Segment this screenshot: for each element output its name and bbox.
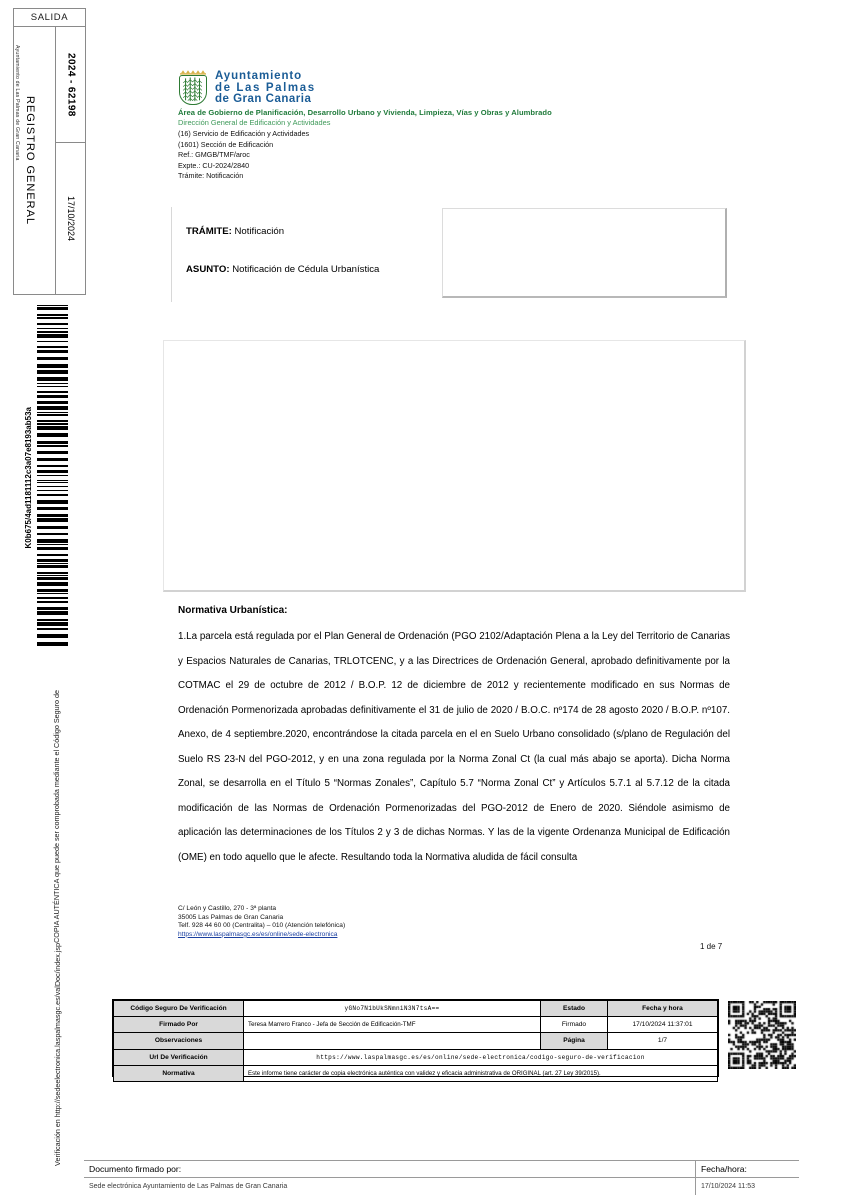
servicio-line: (16) Servicio de Edificación y Actividades: [178, 129, 310, 138]
verification-table: [112, 999, 719, 1077]
municipality-name: [215, 70, 316, 106]
direccion-general: Dirección General de Edificación y Actividades: [178, 118, 331, 127]
observaciones-value: [244, 1033, 541, 1049]
tramite-row: [186, 225, 401, 239]
pagina-value: 1/7: [608, 1033, 718, 1049]
seccion-line: (1601) Sección de Edificación: [178, 139, 274, 149]
firmado-por-label: Firmado Por: [114, 1017, 244, 1033]
page-number: 1 de 7: [700, 942, 723, 951]
stamp-salida-label: SALIDA: [13, 8, 86, 27]
csv-note-line-1: COPIA AUTÉNTICA que puede ser comprobada mediante el Código Seguro de: [52, 690, 61, 943]
signature-value-row: [84, 1178, 799, 1195]
asunto-label: ASUNTO:: [186, 264, 230, 275]
normativa-paragraph: 1.La parcela está regulada por el Plan General de Ordenación (PGO 2102/Adaptación Plena a la Ley del Territorio de Canarias y Espacios Naturales de Canarias, TRLOTCENC, y a las Directrices de Ordenación General, aprobado definitivamente por la COTMAC el 29 de octubre de 2012 / B.O.P. 12 de diciembre de 2012 y recientemente modificado en sus Normas de Ordenación Pormenorizada aprobadas definitivamente el 31 de julio de 2020 / B.O.C. nº174 de 28 agosto 2020 / B.O.P. nº107. Anexo, de 4 septiembre.2020, encontrándose la citada parcela en el en Suelo Urbano consolidado (s/plano de Regulación del Suelo RS 23-N del PGO-2012, y en una zona regulada por la Norma Zonal Ct (la cual más abajo se aporta). Dicha Norma Zonal, se desarrolla en el Título 5 “Normas Zonales”, Capítulo 5.7 “Norma Zonal Ct” y Artículos 5.7.1 al 5.7.12 de la citada modificación de las Normas de Ordenación Pormenorizadas del PGO-2012 de Enero de 2020. Siéndole asimismo de aplicación las determinaciones de los Títulos 2 y 3 de dichas Normas. Y las de la vigente Ordenanza Municipal de Edificación (OME) en todo aquello que le afecte. Resultando toda la Normativa aludida de fácil consulta: [178, 631, 730, 863]
table-row: [114, 1065, 718, 1081]
pagina-label: Página: [541, 1033, 608, 1049]
redacted-content-box: [163, 340, 746, 592]
office-address: [178, 905, 345, 939]
address-line-2: 35005 Las Palmas de Gran Canaria: [178, 913, 284, 921]
fecha-label: Fecha y hora: [608, 1001, 718, 1017]
coat-of-arms-icon: [178, 70, 208, 106]
logo-line-3: de Gran Canaria: [215, 93, 312, 106]
qr-code: [726, 999, 798, 1071]
asunto-value: Notificación de Cédula Urbanística: [229, 264, 380, 275]
signature-footer-bar: [84, 1160, 799, 1194]
url-verificacion-label: Url De Verificación: [114, 1049, 244, 1065]
logo-line-1: Ayuntamiento: [215, 70, 303, 82]
area-de-gobierno: Área de Gobierno de Planificación, Desarrollo Urbano y Vivienda, Limpieza, Vías y Obras y Alumbrado: [178, 108, 552, 117]
csv-label: Código Seguro De Verificación: [114, 1001, 244, 1017]
fecha-hora-value: 17/10/2024 11:53: [701, 1183, 755, 1190]
address-line-1: C/ León y Castillo, 270 - 3ª planta: [178, 905, 277, 912]
table-row: [114, 1001, 718, 1017]
asunto-row: [186, 263, 401, 277]
csv-value: yGNo7N1bUkSNmniN3N7tsA==: [244, 1001, 541, 1017]
logo-line-2: de Las Palmas: [215, 81, 316, 94]
table-row: [114, 1017, 718, 1033]
normativa-title: Normativa Urbanística:: [178, 605, 288, 616]
url-verificacion-value[interactable]: https://www.laspalmasgc.es/es/online/sede-electronica/codigo-seguro-de-verificacion: [244, 1049, 718, 1065]
fecha-value: 17/10/2024 11:37:01: [608, 1017, 718, 1033]
table-row: [114, 1033, 718, 1049]
normativa-label: Normativa: [114, 1065, 244, 1081]
expte-line: Expte.: CU-2024/2840: [178, 160, 250, 170]
tramite-asunto-block: [171, 207, 401, 302]
shield-icon: [179, 75, 207, 105]
documento-firmado-label: Documento firmado por:: [84, 1161, 696, 1177]
csv-note-line-2: Verificación en http://sedeelectronica.laspalmasgc.es/valDoc/index.jsp: [53, 942, 62, 1166]
ref-line: Ref.: GMGB/TMF/aroc: [178, 150, 250, 160]
documento-firmado-value: Sede electrónica Ayuntamiento de Las Palmas de Gran Canaria: [84, 1178, 696, 1195]
estado-label: Estado: [541, 1001, 608, 1017]
table-row: [114, 1049, 718, 1065]
address-line-3: Telf. 928 44 60 00 (Centralita) – 010 (Atención telefónica): [178, 922, 346, 930]
palm-fronds-icon: [180, 76, 206, 104]
barcode-code-text: K0b675/4ad1181112c3a07e8193ab53a: [24, 407, 33, 549]
estado-value: Firmado: [541, 1017, 608, 1033]
observaciones-label: Observaciones: [114, 1033, 244, 1049]
tramite-value: Notificación: [231, 226, 285, 237]
stamp-organization: Ayuntamiento de Las Palmas de Gran Canaria: [14, 45, 20, 161]
tramite-header-line: Trámite: Notificación: [178, 171, 244, 181]
firmado-por-value: Teresa Marrero Franco - Jefa de Sección de Edificación-TMF: [244, 1017, 541, 1033]
municipality-logo: [178, 70, 316, 106]
normativa-value: Este informe tiene carácter de copia electrónica auténtica con validez y eficacia administrativa de ORIGINAL (art. 27 Ley 39/2015).: [244, 1065, 718, 1081]
stamp-registro-label: REGISTRO GENERAL: [24, 95, 36, 226]
recipient-address-box: [442, 208, 727, 298]
sede-electronica-link[interactable]: https://www.laspalmasgc.es/es/online/sede-electronica: [178, 930, 338, 938]
signature-header-row: [84, 1161, 799, 1178]
fecha-hora-label: Fecha/hora:: [701, 1164, 747, 1174]
department-header: [178, 108, 738, 181]
tramite-label: TRÁMITE:: [186, 226, 232, 237]
stamp-date: 17/10/2024: [66, 195, 76, 242]
normativa-section: [178, 605, 730, 870]
stamp-number: 2024 - 62198: [56, 27, 86, 143]
